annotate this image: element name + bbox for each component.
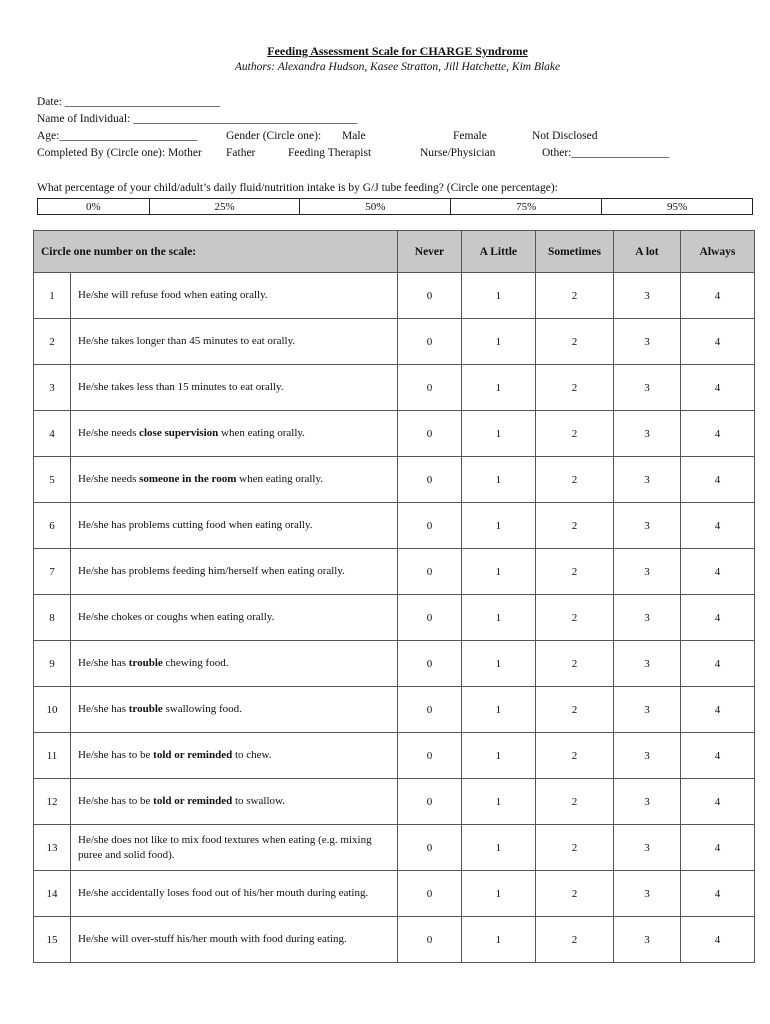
table-row <box>34 365 755 411</box>
completed-option-father[interactable]: Father <box>226 147 256 159</box>
item-text: He/she takes less than 15 minutes to eat orally. <box>78 381 284 393</box>
scale-option[interactable]: 4 <box>680 917 754 963</box>
percentage-question: What percentage of your child/adult’s daily fluid/nutrition intake is by G/J tube feeding? (Circle one percentage): <box>37 182 558 194</box>
item-statement <box>71 825 398 871</box>
table-row <box>34 641 755 687</box>
scale-option[interactable]: 2 <box>535 411 613 457</box>
item-text: He/she has problems cutting food when eating orally. <box>78 519 313 531</box>
item-emphasis: trouble <box>128 703 163 715</box>
scale-option[interactable]: 4 <box>680 733 754 779</box>
item-text: chewing food. <box>162 657 229 669</box>
scale-option[interactable]: 0 <box>398 503 462 549</box>
item-statement <box>71 411 398 457</box>
scale-option[interactable]: 2 <box>535 549 613 595</box>
scale-option[interactable]: 0 <box>398 871 462 917</box>
scale-header-row <box>34 231 755 273</box>
item-statement <box>71 687 398 733</box>
scale-option[interactable]: 4 <box>680 365 754 411</box>
scale-option[interactable]: 3 <box>614 641 681 687</box>
scale-option[interactable]: 1 <box>461 825 535 871</box>
table-row <box>34 273 755 319</box>
scale-option[interactable]: 3 <box>614 917 681 963</box>
item-statement <box>71 779 398 825</box>
scale-option[interactable]: 0 <box>398 917 462 963</box>
scale-option[interactable]: 1 <box>461 549 535 595</box>
scale-option[interactable]: 0 <box>398 365 462 411</box>
scale-option[interactable]: 4 <box>680 641 754 687</box>
completed-option-other[interactable]: Other:_________________ <box>542 147 670 159</box>
gender-option-not-disclosed[interactable]: Not Disclosed <box>532 130 598 142</box>
scale-option[interactable]: 2 <box>535 687 613 733</box>
scale-option[interactable]: 1 <box>461 871 535 917</box>
scale-option[interactable]: 2 <box>535 733 613 779</box>
column-header-sometimes: Sometimes <box>535 231 613 273</box>
item-number: 10 <box>34 687 71 733</box>
scale-option[interactable]: 3 <box>614 871 681 917</box>
scale-option[interactable]: 4 <box>680 319 754 365</box>
table-row <box>34 595 755 641</box>
scale-option[interactable]: 4 <box>680 411 754 457</box>
table-row <box>34 503 755 549</box>
item-number: 1 <box>34 273 71 319</box>
table-row <box>34 779 755 825</box>
item-statement <box>71 733 398 779</box>
item-emphasis: told or reminded <box>153 795 233 807</box>
scale-option[interactable]: 4 <box>680 825 754 871</box>
item-text: He/she will refuse food when eating orally. <box>78 289 268 301</box>
scale-option[interactable]: 4 <box>680 273 754 319</box>
gender-option-male[interactable]: Male <box>342 130 366 142</box>
scale-option[interactable]: 2 <box>535 273 613 319</box>
table-row <box>34 871 755 917</box>
scale-option[interactable]: 0 <box>398 825 462 871</box>
item-statement <box>71 365 398 411</box>
scale-option[interactable]: 2 <box>535 595 613 641</box>
item-text: He/she has to be <box>78 795 154 807</box>
table-row <box>34 457 755 503</box>
scale-option[interactable]: 2 <box>535 871 613 917</box>
percentage-option[interactable]: 50% <box>300 199 451 215</box>
item-statement <box>71 457 398 503</box>
scale-option[interactable]: 1 <box>461 917 535 963</box>
scale-option[interactable]: 0 <box>398 411 462 457</box>
scale-option[interactable]: 1 <box>461 595 535 641</box>
scale-option[interactable]: 1 <box>461 687 535 733</box>
column-header-never: Never <box>398 231 462 273</box>
item-text: He/she chokes or coughs when eating orally. <box>78 611 275 623</box>
item-number: 6 <box>34 503 71 549</box>
item-number: 7 <box>34 549 71 595</box>
scale-option[interactable]: 1 <box>461 411 535 457</box>
item-statement <box>71 319 398 365</box>
percentage-options-table <box>37 198 753 215</box>
percentage-option[interactable]: 95% <box>602 199 753 215</box>
scale-option[interactable]: 2 <box>535 825 613 871</box>
scale-option[interactable]: 2 <box>535 917 613 963</box>
item-number: 5 <box>34 457 71 503</box>
percentage-option[interactable]: 75% <box>451 199 602 215</box>
gender-option-female[interactable]: Female <box>453 130 487 142</box>
scale-option[interactable]: 4 <box>680 687 754 733</box>
scale-option[interactable]: 0 <box>398 457 462 503</box>
item-statement <box>71 917 398 963</box>
scale-option[interactable]: 0 <box>398 273 462 319</box>
item-statement <box>71 503 398 549</box>
scale-option[interactable]: 3 <box>614 503 681 549</box>
item-text: He/she accidentally loses food out of his/her mouth during eating. <box>78 887 369 899</box>
scale-option[interactable]: 4 <box>680 779 754 825</box>
authors-line: Authors: Alexandra Hudson, Kasee Stratton, Jill Hatchette, Kim Blake <box>234 61 561 73</box>
gender-label: Gender (Circle one): <box>226 130 322 142</box>
column-header-a-little: A Little <box>461 231 535 273</box>
scale-option[interactable]: 3 <box>614 411 681 457</box>
scale-option[interactable]: 1 <box>461 319 535 365</box>
item-text: He/she has <box>78 657 129 669</box>
percentage-option[interactable]: 0% <box>38 199 150 215</box>
scale-option[interactable]: 0 <box>398 319 462 365</box>
scale-option[interactable]: 0 <box>398 595 462 641</box>
scale-option[interactable]: 3 <box>614 549 681 595</box>
table-row <box>34 687 755 733</box>
table-row <box>34 733 755 779</box>
scale-option[interactable]: 1 <box>461 779 535 825</box>
scale-option[interactable]: 4 <box>680 871 754 917</box>
item-text: He/she needs <box>78 473 140 485</box>
item-number: 14 <box>34 871 71 917</box>
table-row <box>34 917 755 963</box>
scale-option[interactable]: 0 <box>398 687 462 733</box>
scale-instruction: Circle one number on the scale: <box>34 231 398 273</box>
name-field[interactable]: Name of Individual: _______________________________________ <box>37 113 358 125</box>
scale-option[interactable]: 2 <box>535 319 613 365</box>
item-text: to swallow. <box>232 795 285 807</box>
percentage-option[interactable]: 25% <box>149 199 300 215</box>
scale-option[interactable]: 3 <box>614 273 681 319</box>
item-text: He/she has problems feeding him/herself when eating orally. <box>78 565 345 577</box>
item-text: He/she has to be <box>78 749 154 761</box>
scale-option[interactable]: 1 <box>461 365 535 411</box>
scale-option[interactable]: 2 <box>535 503 613 549</box>
item-emphasis: told or reminded <box>153 749 233 761</box>
scale-option[interactable]: 4 <box>680 595 754 641</box>
item-emphasis: trouble <box>128 657 163 669</box>
column-header-a-lot: A lot <box>614 231 681 273</box>
scale-option[interactable]: 0 <box>398 733 462 779</box>
form-title: Feeding Assessment Scale for CHARGE Syndrome <box>267 44 528 58</box>
scale-option[interactable]: 1 <box>461 273 535 319</box>
item-text: He/she does not like to mix food textures when eating (e.g. mixing puree and solid food). <box>78 833 372 861</box>
scale-option[interactable]: 4 <box>680 549 754 595</box>
scale-option[interactable]: 3 <box>614 319 681 365</box>
scale-option[interactable]: 3 <box>614 595 681 641</box>
item-text: to chew. <box>232 749 272 761</box>
scale-option[interactable]: 1 <box>461 503 535 549</box>
item-number: 8 <box>34 595 71 641</box>
item-statement <box>71 273 398 319</box>
item-text: swallowing food. <box>162 703 242 715</box>
scale-option[interactable]: 2 <box>535 641 613 687</box>
scale-option[interactable]: 4 <box>680 457 754 503</box>
scale-option[interactable]: 3 <box>614 365 681 411</box>
scale-option[interactable]: 3 <box>614 779 681 825</box>
item-number: 12 <box>34 779 71 825</box>
item-number: 11 <box>34 733 71 779</box>
scale-option[interactable]: 1 <box>461 733 535 779</box>
completed-by-label[interactable]: Completed By (Circle one): Mother <box>37 147 202 159</box>
item-text: He/she will over-stuff his/her mouth with food during eating. <box>78 933 347 945</box>
scale-option[interactable]: 0 <box>398 779 462 825</box>
item-number: 15 <box>34 917 71 963</box>
item-text: He/she needs <box>78 427 140 439</box>
date-field[interactable]: Date: ___________________________ <box>37 96 221 108</box>
column-header-always: Always <box>680 231 754 273</box>
scale-option[interactable]: 0 <box>398 641 462 687</box>
item-number: 3 <box>34 365 71 411</box>
item-text: when eating orally. <box>236 473 324 485</box>
scale-option[interactable]: 3 <box>614 457 681 503</box>
item-number: 4 <box>34 411 71 457</box>
table-row <box>34 411 755 457</box>
item-emphasis: close supervision <box>139 427 219 439</box>
scale-option[interactable]: 3 <box>614 733 681 779</box>
item-number: 13 <box>34 825 71 871</box>
table-row <box>34 319 755 365</box>
item-statement <box>71 595 398 641</box>
table-row <box>34 549 755 595</box>
item-text: when eating orally. <box>218 427 305 439</box>
item-statement <box>71 871 398 917</box>
scale-option[interactable]: 2 <box>535 779 613 825</box>
item-emphasis: someone in the room <box>139 473 237 485</box>
scale-option[interactable]: 3 <box>614 687 681 733</box>
item-statement <box>71 641 398 687</box>
feeding-scale-table <box>33 230 755 963</box>
scale-option[interactable]: 1 <box>461 641 535 687</box>
item-text: He/she has <box>78 703 129 715</box>
item-text: He/she takes longer than 45 minutes to eat orally. <box>78 335 296 347</box>
item-number: 9 <box>34 641 71 687</box>
age-field[interactable]: Age:________________________ <box>37 130 198 142</box>
item-number: 2 <box>34 319 71 365</box>
scale-option[interactable]: 2 <box>535 457 613 503</box>
scale-option[interactable]: 2 <box>535 365 613 411</box>
table-row <box>34 825 755 871</box>
item-statement <box>71 549 398 595</box>
scale-option[interactable]: 1 <box>461 457 535 503</box>
scale-option[interactable]: 3 <box>614 825 681 871</box>
scale-option[interactable]: 4 <box>680 503 754 549</box>
completed-option-therapist[interactable]: Feeding Therapist <box>288 147 372 159</box>
scale-body <box>34 273 755 963</box>
scale-option[interactable]: 0 <box>398 549 462 595</box>
completed-option-nurse[interactable]: Nurse/Physician <box>420 147 496 159</box>
